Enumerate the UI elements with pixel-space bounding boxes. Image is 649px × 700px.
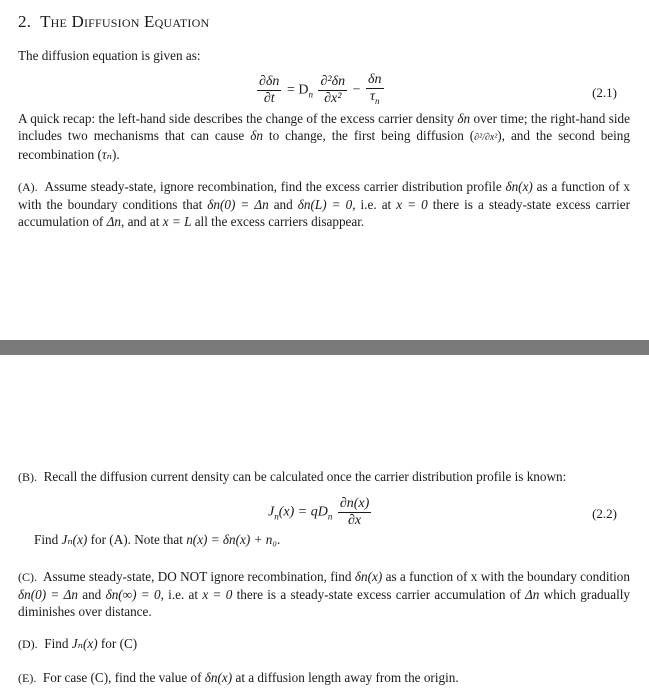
eq1-equals: = D xyxy=(286,82,309,98)
part-b: (B). Recall the diffusion current density can be calculated once the carrier distribution profile is known: xyxy=(18,469,567,484)
equation-number-2-1: (2.1) xyxy=(592,85,617,100)
equation-number-2-2: (2.2) xyxy=(592,506,617,521)
equation-2-2: $J_n(x) = qD_n$ $\frac{\partial n(x)}{\partial x}$ xyxy=(268,496,370,528)
eq1-lhs-den: ∂t xyxy=(263,90,275,106)
eq2-den: ∂x xyxy=(347,513,362,528)
section-number: 2. xyxy=(18,12,32,31)
part-a-label: (A). xyxy=(18,180,38,194)
eq1-diff-num: ∂²δn xyxy=(320,73,346,89)
part-c-label: (C). xyxy=(18,570,37,584)
eq2-num: ∂n(x) xyxy=(339,496,370,511)
eq1-frac-lhs xyxy=(257,74,281,107)
eq1-recomb-den: $\tau_n$ xyxy=(369,89,380,106)
section-heading xyxy=(18,12,209,32)
eq1-d-sub: n xyxy=(308,89,313,100)
recap-paragraph: A quick recap: the left-hand side describes the change of the excess carrier density δn over time; the right-hand side includes two mechanisms that can cause δn to change, the first being diffusion (∂²/∂x²), and the second being recombination (τₙ). xyxy=(18,111,630,162)
eq2-frac xyxy=(338,496,371,529)
section-title: The Diffusion Equation xyxy=(40,12,210,31)
part-b-label: (B). xyxy=(18,470,37,484)
part-e: (E). For case (C), find the value of δn(x) at a diffusion length away from the origin. xyxy=(18,670,459,685)
part-a: (A). Assume steady-state, ignore recombination, find the excess carrier distribution profile δn(x) as a function of x with the boundary conditions that δn(0) = Δn and δn(L) = 0, i.e. at x = 0 there is a steady-state excess carrier accumulation of Δn, and at x = L all the excess carriers disappear. xyxy=(18,179,631,229)
eq1-minus: − xyxy=(352,82,361,98)
part-d-label: (D). xyxy=(18,637,38,651)
part-e-label: (E). xyxy=(18,671,37,685)
eq1-frac-diffusion xyxy=(318,74,347,107)
page-divider xyxy=(0,340,649,355)
eq1-lhs-num: ∂δn xyxy=(259,73,280,89)
eq1-frac-recomb xyxy=(366,72,384,109)
intro-text: The diffusion equation is given as: xyxy=(18,48,201,63)
equation-2-1 xyxy=(255,72,386,109)
part-c: (C). Assume steady-state, DO NOT ignore recombination, find δn(x) as a function of x with the boundary condition δn(0) = Δn and δn(∞) = 0, i.e. at x = 0 there is a steady-state excess carrier accumulation of Δn which gradually diminishes over distance. xyxy=(18,569,631,619)
eq1-diff-den: ∂x² xyxy=(324,90,342,106)
eq1-recomb-num: δn xyxy=(367,72,382,87)
part-d: (D). Find Jₙ(x) for (C) xyxy=(18,636,138,651)
part-b-find: Find Jₙ(x) for (A). Note that n(x) = δn(x) + n₀. xyxy=(34,532,281,547)
